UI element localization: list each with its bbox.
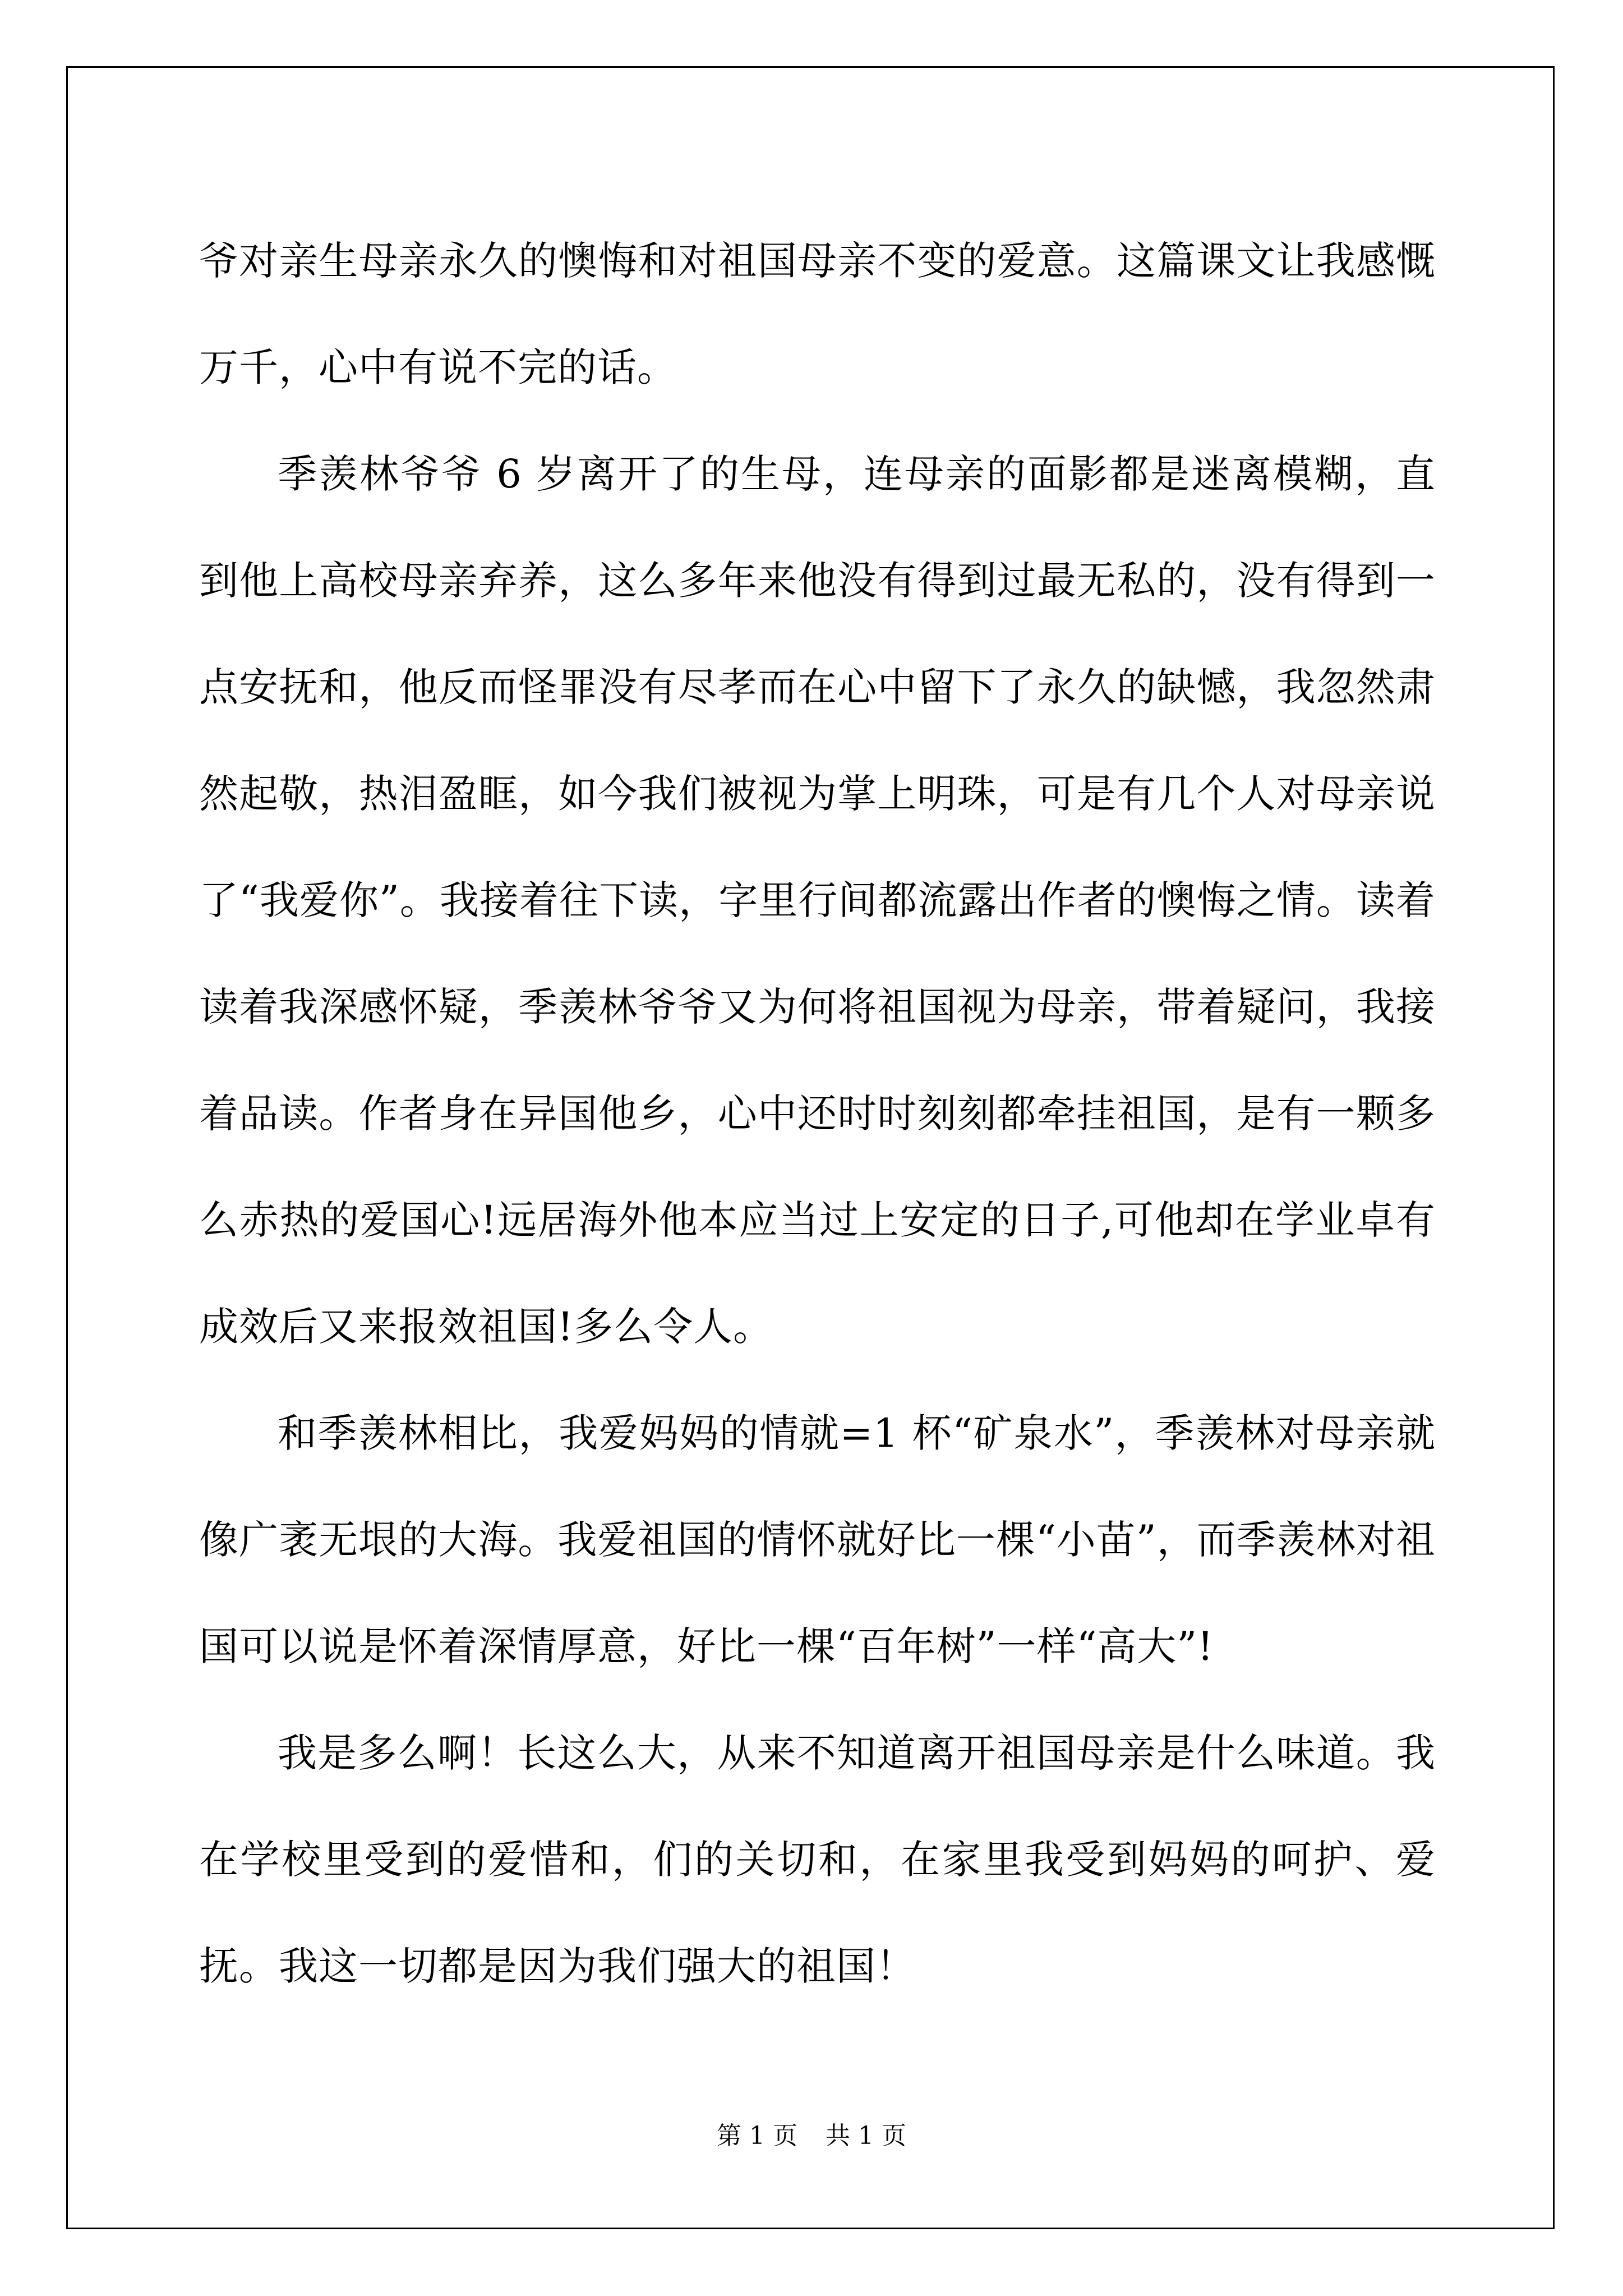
document-body (199, 208, 1436, 2019)
paragraph-1: 爷对亲生母亲永久的懊悔和对祖国母亲不变的爱意。这篇课文让我感慨万千，心中有说不完的话。 (199, 238, 1436, 390)
paragraph-3: 和季羡林相比，我爱妈妈的情就=1 杯“矿泉水”，季羡林对母亲就像广袤无垠的大海。我爱祖国的情怀就好比一棵“小苗”，而季羡林对祖国可以说是怀着深情厚意，好比一棵“百年树”一样“高大”! (199, 1410, 1436, 1669)
page-total: 共 1 页 (826, 2122, 906, 2150)
paragraph-2: 季羡林爷爷 6 岁离开了的生母，连母亲的面影都是迷离模糊，直到他上高校母亲弃养，这么多年来他没有得到过最无私的，没有得到一点安抚和，他反而怪罪没有尽孝而在心中留下了永久的缺憾，我忽然肃然起敬，热泪盈眶，如今我们被视为掌上明珠，可是有几个人对母亲说了“我爱你”。我接着往下读，字里行间都流露出作者的懊悔之情。读着读着我深感怀疑，季羡林爷爷又为何将祖国视为母亲，带着疑问，我接着品读。作者身在异国他乡，心中还时时刻刻都牵挂祖国，是有一颗多么赤热的爱国心!远居海外他本应当过上安定的日子,可他却在学业卓有成效后又来报效祖国!多么令人。 (199, 451, 1436, 1350)
page-number: 第 1 页 (717, 2122, 797, 2150)
paragraph-4: 我是多么啊！长这么大，从来不知道离开祖国母亲是什么味道。我在学校里受到的爱惜和，们的关切和，在家里我受到妈妈的呵护、爱抚。我这一切都是因为我们强大的祖国！ (199, 1730, 1436, 1989)
page-footer (0, 2119, 1623, 2153)
